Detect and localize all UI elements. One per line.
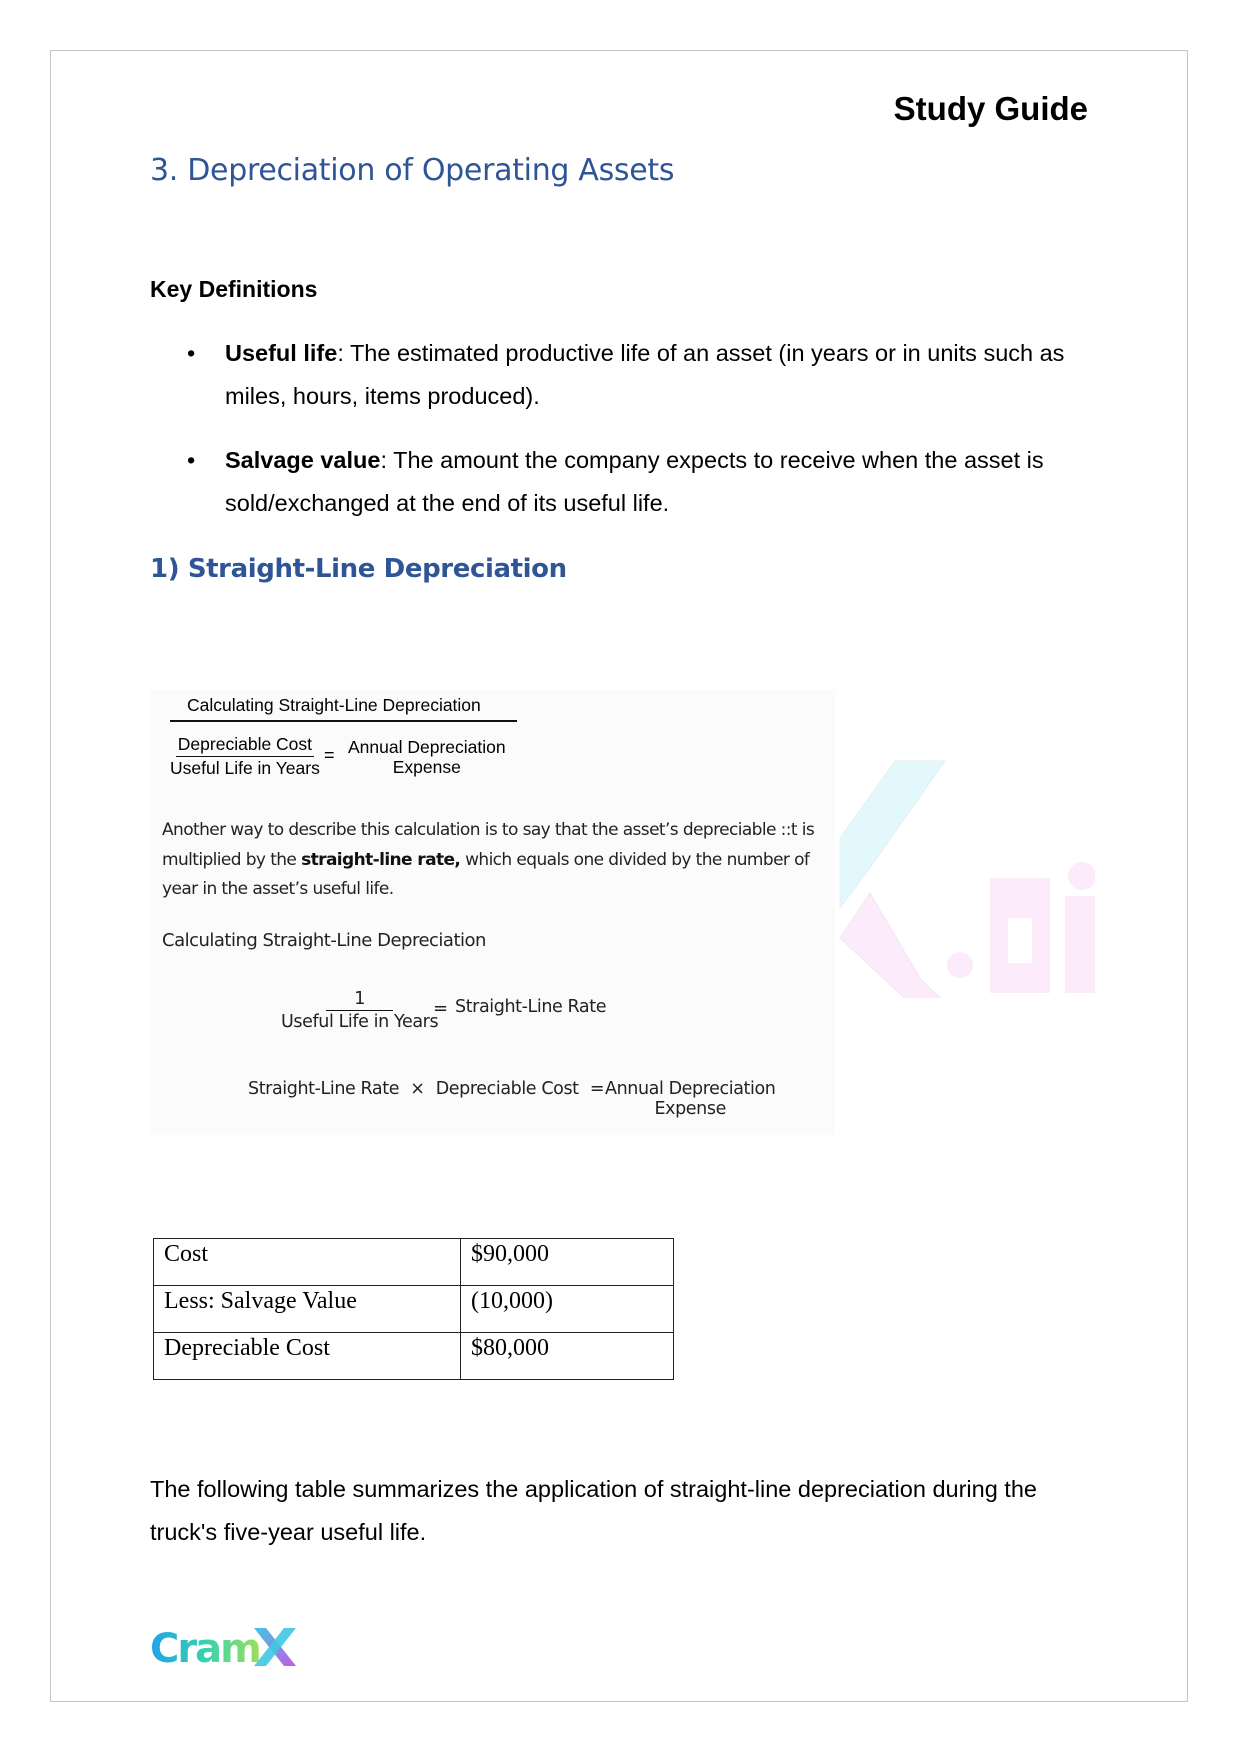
kai-watermark-logo xyxy=(830,758,1095,998)
definition-item-salvage-value xyxy=(150,439,1090,525)
row-value: $80,000 xyxy=(461,1333,674,1380)
row-label: Less: Salvage Value xyxy=(154,1286,461,1333)
definition-text: : The estimated productive life of an asset (in years or in units such as miles, hours, items produced). xyxy=(225,340,1065,409)
equals-sign: = xyxy=(433,998,448,1019)
section-title: 3. Depreciation of Operating Assets xyxy=(150,153,675,188)
numerator: Depreciable Cost xyxy=(176,734,314,757)
row-label: Cost xyxy=(154,1239,461,1286)
study-guide-label: Study Guide xyxy=(893,90,1088,127)
fraction-depreciable-cost xyxy=(170,734,320,779)
bullet-icon: • xyxy=(187,447,196,473)
formula-3 xyxy=(248,1079,610,1099)
title-rule xyxy=(170,720,517,722)
row-value: $90,000 xyxy=(461,1239,674,1286)
straight-line-heading: 1) Straight-Line Depreciation xyxy=(150,554,567,584)
logo-x-icon xyxy=(254,1628,296,1666)
result-line2: Expense xyxy=(392,757,461,777)
row-label: Depreciable Cost xyxy=(154,1333,461,1380)
logo-text: Cram xyxy=(150,1626,260,1670)
figure-title: Calculating Straight-Line Depreciation xyxy=(187,695,481,715)
table-row xyxy=(154,1333,674,1380)
key-definitions-heading: Key Definitions xyxy=(150,276,318,302)
definitions-list xyxy=(150,332,1090,546)
denominator: Useful Life in Years xyxy=(281,1012,439,1032)
numerator: 1 xyxy=(326,989,393,1011)
straight-line-rate: Straight-Line Rate xyxy=(455,997,607,1017)
result-line2: Expense xyxy=(654,1099,726,1119)
figure-title-2: Calculating Straight-Line Depreciation xyxy=(162,930,486,951)
cramx-logo xyxy=(150,1620,300,1670)
para-text: which equals one divided by the number of year in the asset’s useful life. xyxy=(162,849,810,899)
equals-sign: = xyxy=(589,1079,605,1099)
row-value: (10,000) xyxy=(461,1286,674,1333)
cost-term: Depreciable Cost xyxy=(435,1079,579,1099)
rate-term: Straight-Line Rate xyxy=(248,1079,400,1099)
definition-term: Useful life xyxy=(225,340,338,366)
times-sign: × xyxy=(410,1079,425,1099)
para-text: t is multiplied by the xyxy=(162,820,815,870)
formula-figure xyxy=(150,690,835,1135)
result-line1: Annual Depreciation xyxy=(348,737,506,757)
denominator: Useful Life in Years xyxy=(170,758,320,778)
equals-sign: = xyxy=(324,745,335,765)
depreciable-cost-table xyxy=(153,1238,674,1380)
definition-term: Salvage value xyxy=(225,447,381,473)
annual-depreciation-expense xyxy=(348,737,506,777)
explanation-paragraph xyxy=(162,816,822,905)
fraction-straight-line-rate xyxy=(281,989,438,1032)
annual-depreciation-expense-2 xyxy=(605,1079,775,1119)
para-glitch: :: xyxy=(780,820,791,840)
para-bold: straight-line rate, xyxy=(301,849,461,870)
definition-text: : The amount the company expects to receive when the asset is sold/exchanged at the end of its useful life. xyxy=(225,447,1044,516)
bullet-icon: • xyxy=(187,340,196,366)
result-line1: Annual Depreciation xyxy=(605,1079,776,1099)
definition-item-useful-life xyxy=(150,332,1090,418)
summary-paragraph: The following table summarizes the application of straight-line depreciation during the truck's five-year useful life. xyxy=(150,1476,1037,1545)
table-row xyxy=(154,1286,674,1333)
table-row xyxy=(154,1239,674,1286)
para-text: Another way to describe this calculation is to say that the asset’s depreciable xyxy=(162,820,781,840)
